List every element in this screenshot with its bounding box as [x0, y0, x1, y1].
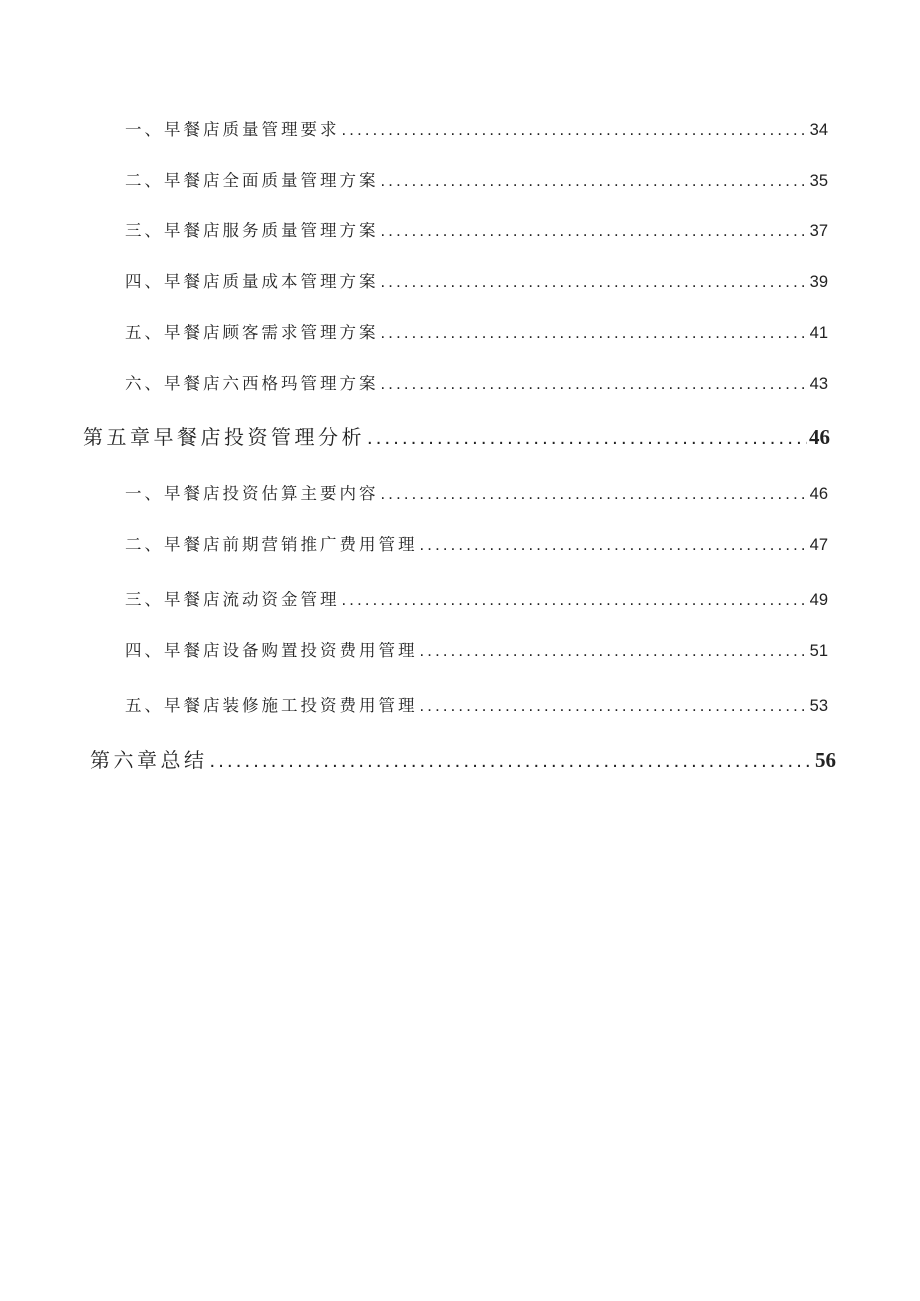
toc-entry[interactable]	[125, 586, 828, 610]
toc-entry-title: 四、早餐店设备购置投资费用管理	[125, 641, 418, 660]
toc-entry-page: 39	[809, 273, 828, 291]
toc-chapter-title: 第五章早餐店投资管理分析	[83, 425, 365, 449]
toc-entry-page: 51	[809, 642, 828, 660]
toc-dot-leader	[381, 324, 808, 343]
toc-entry[interactable]	[125, 480, 828, 504]
toc-entry-page: 41	[809, 324, 828, 342]
toc-dot-leader	[381, 222, 808, 241]
toc-entry-page: 43	[809, 375, 828, 393]
toc-entry[interactable]	[125, 319, 828, 343]
toc-dot-leader	[420, 536, 808, 555]
toc-dot-leader	[342, 121, 808, 140]
toc-entry-title: 一、早餐店投资估算主要内容	[125, 484, 379, 503]
toc-dot-leader	[367, 427, 807, 450]
toc-chapter-page: 46	[809, 425, 830, 449]
toc-entry[interactable]	[125, 531, 828, 555]
toc-dot-leader	[420, 697, 808, 716]
toc-dot-leader	[381, 273, 808, 292]
toc-entry-title: 五、早餐店顾客需求管理方案	[125, 323, 379, 342]
toc-entry-page: 37	[809, 222, 828, 240]
toc-dot-leader	[381, 485, 808, 504]
toc-entry-page: 53	[809, 697, 828, 715]
toc-entry-title: 一、早餐店质量管理要求	[125, 120, 340, 139]
toc-entry[interactable]	[125, 268, 828, 292]
toc-entry-page: 46	[809, 485, 828, 503]
toc-dot-leader	[381, 172, 808, 191]
toc-entry-title: 二、早餐店全面质量管理方案	[125, 171, 379, 190]
toc-entry-title: 三、早餐店服务质量管理方案	[125, 221, 379, 240]
toc-entry[interactable]	[125, 116, 828, 140]
toc-entry-title: 二、早餐店前期营销推广费用管理	[125, 535, 418, 554]
toc-entry-title: 六、早餐店六西格玛管理方案	[125, 374, 379, 393]
toc-entry-page: 49	[809, 591, 828, 609]
toc-entry[interactable]	[125, 217, 828, 241]
toc-dot-leader	[381, 375, 808, 394]
toc-entry-title: 四、早餐店质量成本管理方案	[125, 272, 379, 291]
toc-entry[interactable]	[125, 167, 828, 191]
toc-entry-page: 47	[809, 536, 828, 554]
toc-chapter-entry[interactable]	[90, 744, 836, 773]
toc-entry-page: 34	[809, 121, 828, 139]
toc-dot-leader	[210, 750, 814, 773]
toc-dot-leader	[420, 642, 808, 661]
toc-chapter-title: 第六章总结	[90, 748, 208, 772]
toc-entry-page: 35	[809, 172, 828, 190]
toc-entry-title: 五、早餐店装修施工投资费用管理	[125, 696, 418, 715]
toc-chapter-entry[interactable]	[83, 421, 830, 450]
toc-entry[interactable]	[125, 692, 828, 716]
toc-entry[interactable]	[125, 370, 828, 394]
toc-chapter-page: 56	[815, 748, 836, 772]
toc-entry[interactable]	[125, 637, 828, 661]
toc-entry-title: 三、早餐店流动资金管理	[125, 590, 340, 609]
toc-dot-leader	[342, 591, 808, 610]
